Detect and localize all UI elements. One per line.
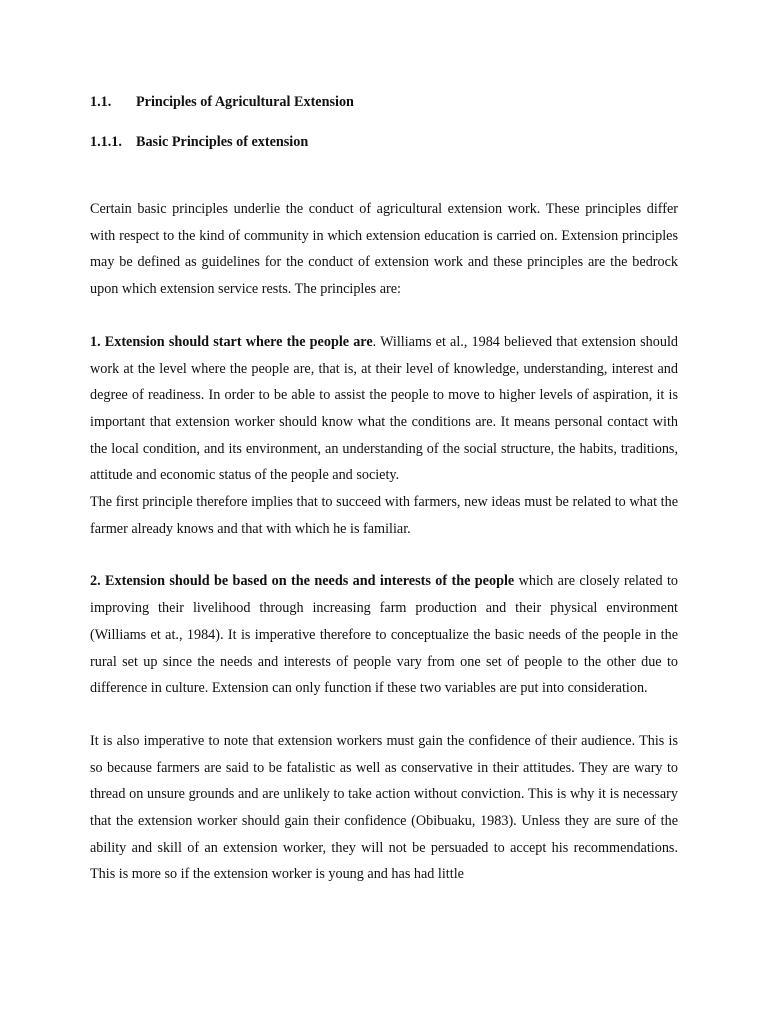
section-heading — [90, 90, 678, 114]
principle-2-paragraph — [90, 568, 678, 702]
section-number: 1.1. — [90, 94, 112, 110]
subsection-number: 1.1.1. — [90, 134, 122, 150]
confidence-paragraph: It is also imperative to note that extension workers must gain the confidence of their audience. This is so because farmers are said to be fatalistic as well as conservative in their attitudes. They are wary to thread on unsure grounds and are unlikely to take action without conviction. This is why it is necessary that the extension worker should gain their confidence (Obibuaku, 1983). Unless they are sure of the ability and skill of an extension worker, they will not be persuaded to accept his recommendations. This is more so if the extension worker is young and has had little — [90, 732, 678, 883]
subsection-title: Basic Principles of extension — [136, 134, 309, 150]
principle-1-body: . Williams et al., 1984 believed that extension should work at the level where the people are, that is, at their level of knowledge, understanding, interest and degree of readiness. In order to be able to assist the people to move to higher levels of aspiration, it is important that extension worker should know what the conditions are. It means personal contact with the local condition, and its environment, an understanding of the social structure, the habits, traditions, attitude and economic status of the people and society. — [90, 333, 678, 484]
subsection-heading — [90, 130, 678, 154]
section-title: Principles of Agricultural Extension — [136, 94, 354, 110]
principle-2-lead: 2. Extension should be based on the needs and interests of the people — [90, 573, 515, 590]
principle-1-lead: 1. Extension should start where the people are — [90, 333, 373, 350]
document-page — [90, 90, 678, 914]
principle-1-paragraph — [90, 329, 678, 489]
principle-1-followup: The first principle therefore implies that to succeed with farmers, new ideas must be related to what the farmer already knows and that with which he is familiar. — [90, 494, 678, 537]
intro-paragraph: Certain basic principles underlie the conduct of agricultural extension work. These principles differ with respect to the kind of community in which extension education is carried on. Extension principles may be defined as guidelines for the conduct of extension work and these principles are the bedrock upon which extension service rests. The principles are: — [90, 201, 678, 298]
principle-2-body: which are closely related to improving their livelihood through increasing farm production and their physical environment (Williams et at., 1984). It is imperative therefore to conceptualize the basic needs of the people in the rural set up since the needs and interests of people vary from one set of people to the other due to difference in culture. Extension can only function if these two variables are put into consideration. — [90, 573, 678, 697]
